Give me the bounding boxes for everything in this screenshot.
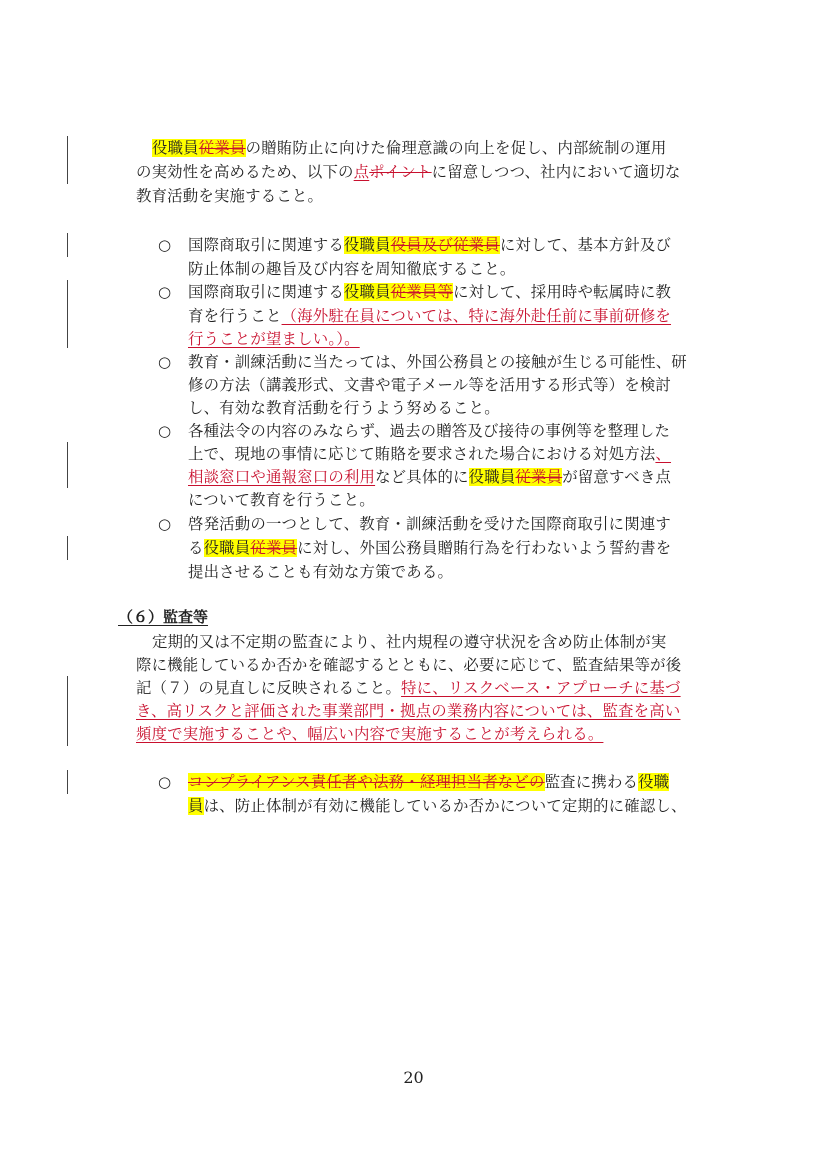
paragraph-line	[136, 699, 680, 723]
inserted-highlight: 役職員	[468, 468, 516, 486]
inserted-text: 点	[353, 163, 370, 181]
inserted-highlight: 役職	[638, 773, 670, 791]
bullet-line: 国際商取引に関連する役職員従業員等に対して、採用時や転属時に教	[188, 283, 672, 301]
deleted-text: 役員及び従業員	[390, 236, 500, 254]
deleted-text: 従業員	[198, 139, 246, 157]
bullet-line: について教育を行うこと。	[188, 491, 375, 509]
inserted-text: 、	[655, 445, 672, 463]
deleted-text: コンプライアンス責任者や法務・経理担当者などの	[188, 773, 545, 791]
bullet-circle: ○	[158, 283, 172, 301]
bullet-circle: ○	[158, 353, 172, 371]
paragraph-line: の実効性を高めるため、以下の点ポイントに留意しつつ、社内において適切な	[136, 163, 681, 181]
change-bar	[67, 280, 68, 348]
change-bar	[67, 136, 68, 184]
inserted-text: 頻度で実施することや、幅広い内容で実施することが考えられる。	[136, 725, 604, 743]
change-bar	[67, 770, 68, 794]
inserted-highlight: 役職員	[203, 539, 251, 557]
bullet-line: 員は、防止体制が有効に機能しているか否かについて定期的に確認し、	[188, 797, 687, 815]
paragraph-line: 教育活動を実施すること。	[136, 187, 324, 205]
paragraph-line	[136, 722, 603, 746]
bullet-line: 提出させることも有効な方策である。	[188, 563, 454, 581]
change-bar	[67, 536, 68, 560]
inserted-highlight: 役職員	[152, 139, 199, 157]
paragraph-line: 記（７）の見直しに反映されること。特に、リスクベース・アプローチに基づ	[136, 679, 681, 697]
bullet-line: し、有効な教育活動を行うよう努めること。	[188, 399, 500, 417]
bullet-line: 教育・訓練活動に当たっては、外国公務員との接触が生じる可能性、研	[188, 353, 687, 371]
inserted-text: 。	[344, 330, 360, 348]
paragraph-line: 定期的又は不定期の監査により、社内規程の遵守状況を含め防止体制が実	[152, 633, 667, 651]
bullet-line: 防止体制の趣旨及び内容を周知徹底すること。	[188, 260, 516, 278]
bullet-circle: ○	[158, 236, 172, 254]
deleted-text: 従業員	[250, 539, 298, 557]
inserted-highlight: 役職員	[343, 236, 391, 254]
bullet-line: る役職員従業員に対し、外国公務員贈賄行為を行わないよう誓約書を	[188, 539, 672, 557]
inserted-text: （海外駐在員については、特に海外赴任前に事前研修を	[281, 307, 672, 325]
section-heading: （６）監査等	[118, 608, 209, 626]
inserted-highlight: 員	[188, 797, 204, 815]
deleted-text: 従業員等	[390, 283, 454, 301]
bullet-line: 国際商取引に関連する役職員役員及び従業員に対して、基本方針及び	[188, 236, 672, 254]
bullet-circle: ○	[158, 515, 172, 533]
deleted-text: 従業員	[515, 468, 563, 486]
inserted-highlight: 役職員	[343, 283, 391, 301]
bullet-line: 各種法令の内容のみならず、過去の贈答及び接待の事例等を整理した	[188, 422, 671, 440]
inserted-text: 相談窓口や通報窓口の利用	[188, 468, 376, 486]
inserted-text: 行うことが望ましい。）	[188, 330, 345, 348]
bullet-line: 上で、現地の事情に応じて賄賂を要求された場合における対処方法、	[188, 445, 672, 463]
deleted-text: ポイント	[369, 163, 432, 181]
change-bar	[67, 676, 68, 746]
bullet-circle: ○	[158, 422, 172, 440]
bullet-circle: ○	[158, 773, 172, 791]
inserted-text: 特に、リスクベース・アプローチに基づ	[401, 679, 681, 697]
page-number: 20	[403, 1068, 424, 1087]
bullet-line: 修の方法（講義形式、文書や電子メール等を活用する形式等）を検討	[188, 376, 672, 394]
change-bar	[67, 442, 68, 488]
bullet-line: 啓発活動の一つとして、教育・訓練活動を受けた国際商取引に関連す	[188, 515, 672, 533]
bullet-line	[188, 327, 360, 351]
inserted-text: き、高リスクと評価された事業部門・拠点の業務内容については、監査を高い	[136, 702, 681, 720]
bullet-line: 相談窓口や通報窓口の利用など具体的に役職員従業員が留意すべき点	[188, 468, 672, 486]
paragraph-line: 際に機能しているか否かを確認するとともに、必要に応じて、監査結果等が後	[136, 656, 682, 674]
bullet-line: コンプライアンス責任者や法務・経理担当者などの監査に携わる役職	[188, 773, 670, 791]
change-bar	[67, 233, 68, 257]
paragraph-line: 役職員従業員の贈賄防止に向けた倫理意識の向上を促し、内部統制の運用	[152, 139, 667, 157]
bullet-line: 育を行うこと（海外駐在員については、特に海外赴任前に事前研修を	[188, 307, 672, 325]
